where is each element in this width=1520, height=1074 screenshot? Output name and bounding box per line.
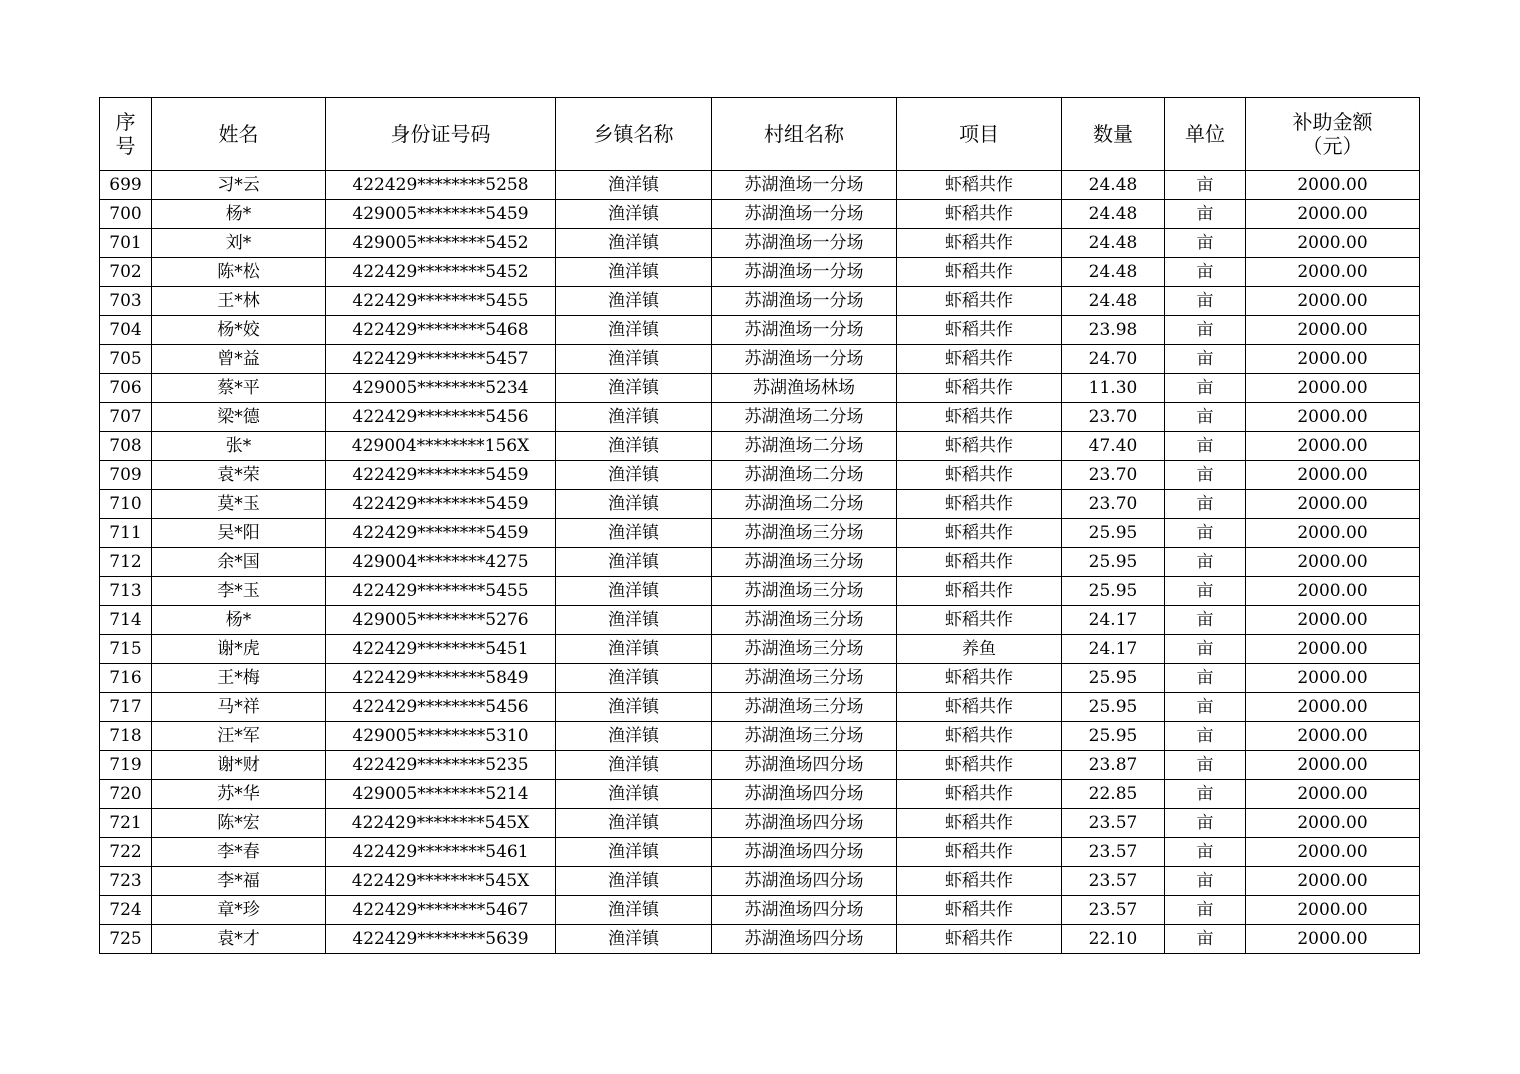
cell-serial-number: 710 [100, 490, 152, 519]
table-row [100, 809, 1420, 838]
cell-serial-number: 701 [100, 229, 152, 258]
header-row [100, 98, 1420, 171]
cell-quantity: 25.95 [1062, 664, 1165, 693]
cell-village-group: 苏湖渔场二分场 [712, 461, 897, 490]
cell-quantity: 24.48 [1062, 229, 1165, 258]
cell-name: 刘* [152, 229, 326, 258]
cell-village-group: 苏湖渔场三分场 [712, 519, 897, 548]
cell-township: 渔洋镇 [556, 635, 712, 664]
cell-village-group: 苏湖渔场三分场 [712, 693, 897, 722]
cell-village-group: 苏湖渔场一分场 [712, 316, 897, 345]
cell-serial-number: 711 [100, 519, 152, 548]
cell-subsidy-amount: 2000.00 [1246, 519, 1420, 548]
cell-subsidy-amount: 2000.00 [1246, 171, 1420, 200]
cell-quantity: 24.48 [1062, 287, 1165, 316]
cell-village-group: 苏湖渔场四分场 [712, 809, 897, 838]
cell-village-group: 苏湖渔场一分场 [712, 171, 897, 200]
cell-id-number: 422429********5456 [326, 403, 556, 432]
cell-id-number: 429004********156X [326, 432, 556, 461]
cell-id-number: 422429********5459 [326, 461, 556, 490]
cell-village-group: 苏湖渔场三分场 [712, 577, 897, 606]
cell-serial-number: 715 [100, 635, 152, 664]
cell-id-number: 422429********5468 [326, 316, 556, 345]
cell-village-group: 苏湖渔场一分场 [712, 258, 897, 287]
cell-unit: 亩 [1165, 345, 1246, 374]
cell-unit: 亩 [1165, 635, 1246, 664]
cell-subsidy-amount: 2000.00 [1246, 693, 1420, 722]
cell-serial-number: 724 [100, 896, 152, 925]
table-row [100, 722, 1420, 751]
cell-subsidy-amount: 2000.00 [1246, 722, 1420, 751]
cell-village-group: 苏湖渔场二分场 [712, 490, 897, 519]
cell-township: 渔洋镇 [556, 258, 712, 287]
cell-unit: 亩 [1165, 751, 1246, 780]
cell-name: 梁*德 [152, 403, 326, 432]
header-name: 姓名 [152, 98, 326, 171]
cell-project: 虾稻共作 [897, 345, 1062, 374]
cell-id-number: 422429********545X [326, 809, 556, 838]
cell-township: 渔洋镇 [556, 751, 712, 780]
cell-quantity: 22.10 [1062, 925, 1165, 954]
cell-project: 虾稻共作 [897, 925, 1062, 954]
cell-township: 渔洋镇 [556, 200, 712, 229]
cell-village-group: 苏湖渔场四分场 [712, 838, 897, 867]
table-row [100, 229, 1420, 258]
cell-quantity: 23.70 [1062, 461, 1165, 490]
cell-township: 渔洋镇 [556, 490, 712, 519]
cell-name: 莫*玉 [152, 490, 326, 519]
cell-id-number: 429005********5459 [326, 200, 556, 229]
cell-subsidy-amount: 2000.00 [1246, 200, 1420, 229]
cell-serial-number: 722 [100, 838, 152, 867]
cell-subsidy-amount: 2000.00 [1246, 838, 1420, 867]
cell-quantity: 22.85 [1062, 780, 1165, 809]
cell-project: 虾稻共作 [897, 229, 1062, 258]
cell-village-group: 苏湖渔场三分场 [712, 548, 897, 577]
cell-township: 渔洋镇 [556, 287, 712, 316]
table-row [100, 490, 1420, 519]
cell-township: 渔洋镇 [556, 403, 712, 432]
cell-township: 渔洋镇 [556, 316, 712, 345]
cell-serial-number: 718 [100, 722, 152, 751]
cell-name: 王*林 [152, 287, 326, 316]
table-row [100, 200, 1420, 229]
cell-name: 谢*财 [152, 751, 326, 780]
cell-subsidy-amount: 2000.00 [1246, 867, 1420, 896]
cell-quantity: 24.70 [1062, 345, 1165, 374]
cell-serial-number: 705 [100, 345, 152, 374]
cell-quantity: 24.17 [1062, 635, 1165, 664]
cell-serial-number: 723 [100, 867, 152, 896]
cell-name: 张* [152, 432, 326, 461]
cell-name: 汪*军 [152, 722, 326, 751]
cell-id-number: 422429********5849 [326, 664, 556, 693]
cell-unit: 亩 [1165, 403, 1246, 432]
cell-serial-number: 702 [100, 258, 152, 287]
table-row [100, 635, 1420, 664]
cell-serial-number: 709 [100, 461, 152, 490]
cell-id-number: 429005********5310 [326, 722, 556, 751]
cell-township: 渔洋镇 [556, 664, 712, 693]
cell-name: 杨* [152, 606, 326, 635]
cell-township: 渔洋镇 [556, 577, 712, 606]
cell-subsidy-amount: 2000.00 [1246, 345, 1420, 374]
cell-village-group: 苏湖渔场三分场 [712, 606, 897, 635]
cell-village-group: 苏湖渔场一分场 [712, 200, 897, 229]
cell-subsidy-amount: 2000.00 [1246, 809, 1420, 838]
cell-quantity: 24.48 [1062, 171, 1165, 200]
cell-id-number: 422429********5639 [326, 925, 556, 954]
cell-project: 虾稻共作 [897, 867, 1062, 896]
cell-name: 余*国 [152, 548, 326, 577]
cell-project: 虾稻共作 [897, 838, 1062, 867]
cell-village-group: 苏湖渔场一分场 [712, 345, 897, 374]
cell-unit: 亩 [1165, 490, 1246, 519]
table-row [100, 751, 1420, 780]
table-row [100, 374, 1420, 403]
cell-serial-number: 706 [100, 374, 152, 403]
cell-name: 陈*宏 [152, 809, 326, 838]
cell-village-group: 苏湖渔场四分场 [712, 751, 897, 780]
cell-name: 谢*虎 [152, 635, 326, 664]
cell-quantity: 25.95 [1062, 722, 1165, 751]
header-unit: 单位 [1165, 98, 1246, 171]
cell-serial-number: 720 [100, 780, 152, 809]
cell-project: 虾稻共作 [897, 490, 1062, 519]
cell-township: 渔洋镇 [556, 693, 712, 722]
cell-township: 渔洋镇 [556, 896, 712, 925]
cell-unit: 亩 [1165, 229, 1246, 258]
table-row [100, 838, 1420, 867]
cell-name: 李*玉 [152, 577, 326, 606]
cell-id-number: 422429********5459 [326, 519, 556, 548]
cell-subsidy-amount: 2000.00 [1246, 461, 1420, 490]
table-row [100, 345, 1420, 374]
cell-subsidy-amount: 2000.00 [1246, 896, 1420, 925]
table-row [100, 287, 1420, 316]
subsidy-table-container [99, 97, 1420, 954]
table-row [100, 780, 1420, 809]
cell-subsidy-amount: 2000.00 [1246, 925, 1420, 954]
cell-subsidy-amount: 2000.00 [1246, 577, 1420, 606]
cell-quantity: 25.95 [1062, 548, 1165, 577]
cell-name: 陈*松 [152, 258, 326, 287]
table-row [100, 519, 1420, 548]
cell-unit: 亩 [1165, 287, 1246, 316]
cell-township: 渔洋镇 [556, 548, 712, 577]
cell-project: 虾稻共作 [897, 751, 1062, 780]
cell-project: 虾稻共作 [897, 896, 1062, 925]
cell-project: 虾稻共作 [897, 780, 1062, 809]
cell-subsidy-amount: 2000.00 [1246, 664, 1420, 693]
cell-subsidy-amount: 2000.00 [1246, 258, 1420, 287]
cell-id-number: 422429********5456 [326, 693, 556, 722]
cell-township: 渔洋镇 [556, 867, 712, 896]
cell-subsidy-amount: 2000.00 [1246, 635, 1420, 664]
table-row [100, 403, 1420, 432]
cell-village-group: 苏湖渔场三分场 [712, 635, 897, 664]
cell-township: 渔洋镇 [556, 606, 712, 635]
cell-id-number: 422429********5455 [326, 577, 556, 606]
table-row [100, 896, 1420, 925]
cell-serial-number: 712 [100, 548, 152, 577]
cell-quantity: 23.87 [1062, 751, 1165, 780]
cell-unit: 亩 [1165, 519, 1246, 548]
cell-id-number: 429005********5452 [326, 229, 556, 258]
cell-village-group: 苏湖渔场三分场 [712, 722, 897, 751]
cell-subsidy-amount: 2000.00 [1246, 548, 1420, 577]
subsidy-table [99, 97, 1420, 954]
cell-subsidy-amount: 2000.00 [1246, 229, 1420, 258]
cell-unit: 亩 [1165, 432, 1246, 461]
cell-project: 虾稻共作 [897, 664, 1062, 693]
cell-township: 渔洋镇 [556, 519, 712, 548]
cell-unit: 亩 [1165, 577, 1246, 606]
cell-unit: 亩 [1165, 200, 1246, 229]
cell-subsidy-amount: 2000.00 [1246, 751, 1420, 780]
table-row [100, 664, 1420, 693]
cell-name: 杨*姣 [152, 316, 326, 345]
cell-township: 渔洋镇 [556, 345, 712, 374]
cell-village-group: 苏湖渔场四分场 [712, 867, 897, 896]
cell-quantity: 24.17 [1062, 606, 1165, 635]
cell-id-number: 422429********5451 [326, 635, 556, 664]
cell-township: 渔洋镇 [556, 229, 712, 258]
cell-subsidy-amount: 2000.00 [1246, 606, 1420, 635]
table-row [100, 577, 1420, 606]
cell-unit: 亩 [1165, 316, 1246, 345]
cell-village-group: 苏湖渔场四分场 [712, 780, 897, 809]
cell-unit: 亩 [1165, 171, 1246, 200]
cell-township: 渔洋镇 [556, 432, 712, 461]
cell-subsidy-amount: 2000.00 [1246, 287, 1420, 316]
table-row [100, 548, 1420, 577]
cell-id-number: 429005********5214 [326, 780, 556, 809]
cell-project: 虾稻共作 [897, 722, 1062, 751]
header-id-number: 身份证号码 [326, 98, 556, 171]
cell-project: 虾稻共作 [897, 171, 1062, 200]
cell-unit: 亩 [1165, 780, 1246, 809]
cell-unit: 亩 [1165, 461, 1246, 490]
cell-name: 蔡*平 [152, 374, 326, 403]
cell-subsidy-amount: 2000.00 [1246, 432, 1420, 461]
table-body [100, 171, 1420, 954]
cell-id-number: 422429********5452 [326, 258, 556, 287]
cell-serial-number: 707 [100, 403, 152, 432]
table-row [100, 606, 1420, 635]
cell-unit: 亩 [1165, 258, 1246, 287]
cell-project: 虾稻共作 [897, 374, 1062, 403]
cell-quantity: 24.48 [1062, 258, 1165, 287]
cell-serial-number: 703 [100, 287, 152, 316]
cell-project: 虾稻共作 [897, 519, 1062, 548]
cell-name: 王*梅 [152, 664, 326, 693]
cell-township: 渔洋镇 [556, 780, 712, 809]
cell-unit: 亩 [1165, 664, 1246, 693]
cell-quantity: 23.70 [1062, 403, 1165, 432]
cell-township: 渔洋镇 [556, 925, 712, 954]
cell-unit: 亩 [1165, 722, 1246, 751]
cell-id-number: 422429********5455 [326, 287, 556, 316]
cell-project: 养鱼 [897, 635, 1062, 664]
table-row [100, 171, 1420, 200]
cell-project: 虾稻共作 [897, 461, 1062, 490]
cell-township: 渔洋镇 [556, 809, 712, 838]
cell-name: 杨* [152, 200, 326, 229]
cell-name: 章*珍 [152, 896, 326, 925]
cell-quantity: 25.95 [1062, 577, 1165, 606]
cell-village-group: 苏湖渔场二分场 [712, 403, 897, 432]
header-quantity: 数量 [1062, 98, 1165, 171]
cell-name: 袁*荣 [152, 461, 326, 490]
cell-serial-number: 716 [100, 664, 152, 693]
cell-id-number: 429005********5276 [326, 606, 556, 635]
table-row [100, 461, 1420, 490]
cell-id-number: 422429********5235 [326, 751, 556, 780]
table-row [100, 867, 1420, 896]
cell-serial-number: 714 [100, 606, 152, 635]
cell-serial-number: 719 [100, 751, 152, 780]
cell-project: 虾稻共作 [897, 577, 1062, 606]
cell-unit: 亩 [1165, 867, 1246, 896]
cell-serial-number: 699 [100, 171, 152, 200]
cell-unit: 亩 [1165, 838, 1246, 867]
cell-unit: 亩 [1165, 374, 1246, 403]
cell-quantity: 23.57 [1062, 809, 1165, 838]
cell-id-number: 422429********5457 [326, 345, 556, 374]
cell-village-group: 苏湖渔场林场 [712, 374, 897, 403]
cell-quantity: 23.57 [1062, 838, 1165, 867]
cell-project: 虾稻共作 [897, 693, 1062, 722]
table-row [100, 693, 1420, 722]
cell-project: 虾稻共作 [897, 258, 1062, 287]
cell-id-number: 422429********5467 [326, 896, 556, 925]
cell-unit: 亩 [1165, 548, 1246, 577]
cell-id-number: 429005********5234 [326, 374, 556, 403]
cell-project: 虾稻共作 [897, 287, 1062, 316]
cell-id-number: 429004********4275 [326, 548, 556, 577]
cell-quantity: 23.98 [1062, 316, 1165, 345]
cell-quantity: 23.57 [1062, 867, 1165, 896]
cell-township: 渔洋镇 [556, 171, 712, 200]
cell-township: 渔洋镇 [556, 722, 712, 751]
table-row [100, 258, 1420, 287]
cell-subsidy-amount: 2000.00 [1246, 316, 1420, 345]
cell-project: 虾稻共作 [897, 432, 1062, 461]
cell-township: 渔洋镇 [556, 461, 712, 490]
cell-village-group: 苏湖渔场二分场 [712, 432, 897, 461]
cell-project: 虾稻共作 [897, 809, 1062, 838]
cell-name: 袁*才 [152, 925, 326, 954]
cell-name: 李*春 [152, 838, 326, 867]
header-project: 项目 [897, 98, 1062, 171]
cell-unit: 亩 [1165, 925, 1246, 954]
cell-name: 吴*阳 [152, 519, 326, 548]
cell-project: 虾稻共作 [897, 548, 1062, 577]
cell-unit: 亩 [1165, 693, 1246, 722]
cell-serial-number: 700 [100, 200, 152, 229]
cell-quantity: 11.30 [1062, 374, 1165, 403]
cell-village-group: 苏湖渔场三分场 [712, 664, 897, 693]
cell-quantity: 25.95 [1062, 693, 1165, 722]
cell-subsidy-amount: 2000.00 [1246, 403, 1420, 432]
cell-serial-number: 713 [100, 577, 152, 606]
header-subsidy-amount: 补助金额（元） [1246, 98, 1420, 171]
header-village-group: 村组名称 [712, 98, 897, 171]
cell-village-group: 苏湖渔场四分场 [712, 896, 897, 925]
cell-id-number: 422429********5459 [326, 490, 556, 519]
cell-subsidy-amount: 2000.00 [1246, 374, 1420, 403]
table-row [100, 432, 1420, 461]
cell-name: 习*云 [152, 171, 326, 200]
cell-quantity: 23.70 [1062, 490, 1165, 519]
cell-village-group: 苏湖渔场一分场 [712, 287, 897, 316]
cell-quantity: 23.57 [1062, 896, 1165, 925]
cell-village-group: 苏湖渔场四分场 [712, 925, 897, 954]
cell-project: 虾稻共作 [897, 316, 1062, 345]
cell-project: 虾稻共作 [897, 200, 1062, 229]
cell-serial-number: 725 [100, 925, 152, 954]
cell-name: 李*福 [152, 867, 326, 896]
cell-serial-number: 717 [100, 693, 152, 722]
table-row [100, 925, 1420, 954]
cell-name: 曾*益 [152, 345, 326, 374]
cell-id-number: 422429********5258 [326, 171, 556, 200]
cell-village-group: 苏湖渔场一分场 [712, 229, 897, 258]
cell-project: 虾稻共作 [897, 606, 1062, 635]
table-row [100, 316, 1420, 345]
cell-unit: 亩 [1165, 896, 1246, 925]
cell-subsidy-amount: 2000.00 [1246, 490, 1420, 519]
cell-name: 马*祥 [152, 693, 326, 722]
cell-quantity: 25.95 [1062, 519, 1165, 548]
cell-id-number: 422429********5461 [326, 838, 556, 867]
cell-unit: 亩 [1165, 809, 1246, 838]
cell-unit: 亩 [1165, 606, 1246, 635]
cell-project: 虾稻共作 [897, 403, 1062, 432]
cell-township: 渔洋镇 [556, 374, 712, 403]
cell-serial-number: 704 [100, 316, 152, 345]
cell-serial-number: 708 [100, 432, 152, 461]
cell-id-number: 422429********545X [326, 867, 556, 896]
cell-subsidy-amount: 2000.00 [1246, 780, 1420, 809]
header-township: 乡镇名称 [556, 98, 712, 171]
cell-name: 苏*华 [152, 780, 326, 809]
cell-serial-number: 721 [100, 809, 152, 838]
cell-township: 渔洋镇 [556, 838, 712, 867]
cell-quantity: 47.40 [1062, 432, 1165, 461]
cell-quantity: 24.48 [1062, 200, 1165, 229]
header-serial-number: 序号 [100, 98, 152, 171]
